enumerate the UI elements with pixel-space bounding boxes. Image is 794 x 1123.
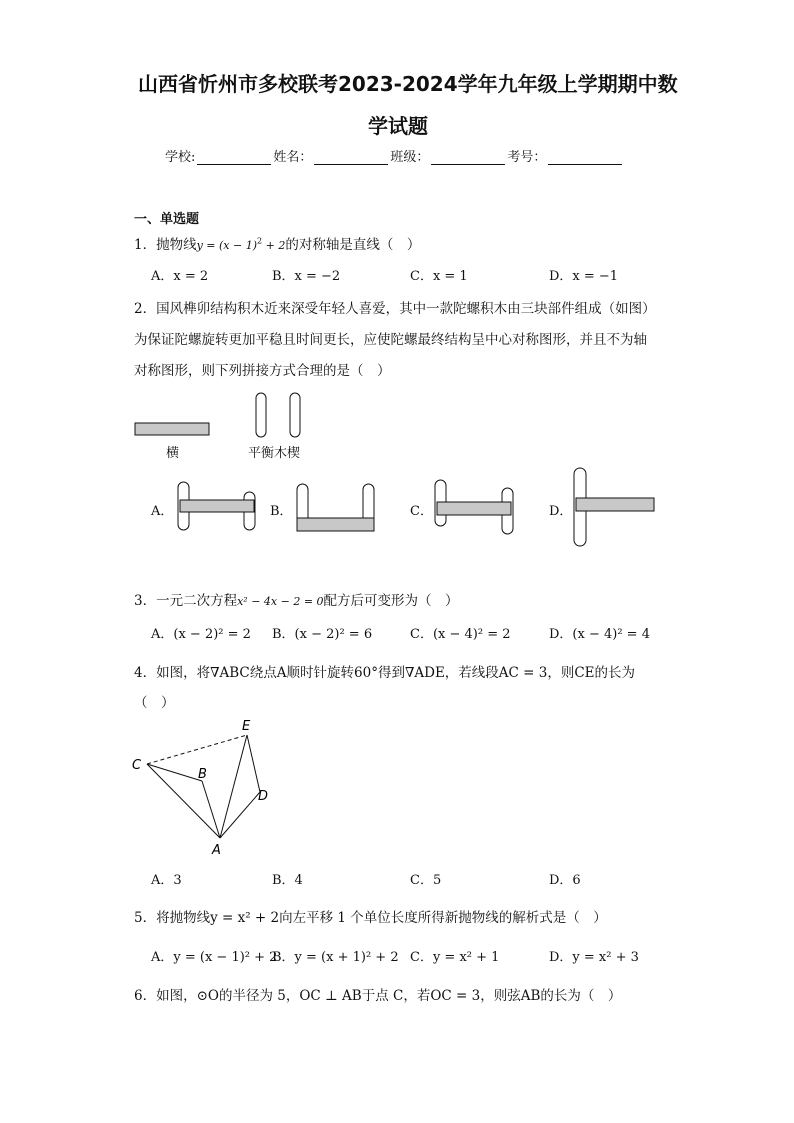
q1-pre: 1．抛物线: [134, 237, 197, 253]
q3-option-d: D．(x − 4)² = 4: [549, 627, 650, 642]
school-label: 学校:: [165, 150, 196, 165]
info-fields: [165, 146, 624, 165]
wedge-right: [290, 393, 300, 437]
b-bar: [297, 518, 374, 531]
q1-option-d: D．x = −1: [549, 269, 619, 284]
q1-sup: 2: [257, 236, 263, 246]
label-e: E: [242, 719, 251, 734]
q1-option-b: B．x = −2: [272, 269, 341, 284]
q1-post: 的对称轴是直线（ ）: [285, 237, 421, 253]
q3-option-c: C．(x − 4)² = 2: [410, 627, 511, 642]
wedge-left: [256, 393, 266, 437]
page-title-line1: 山西省忻州市多校联考2023-2024学年九年级上学期期中数: [138, 72, 678, 96]
name-blank: [314, 150, 388, 165]
name-label: 姓名：: [273, 150, 313, 165]
q1-eq2: + 2: [262, 239, 286, 252]
label-heng: 横: [166, 446, 180, 461]
label-balance-wedge: 平衡木楔: [248, 446, 301, 461]
ce-dashed-line: [147, 735, 247, 764]
a-bar: [180, 500, 254, 512]
q5-option-d: D．y = x² + 3: [549, 950, 639, 965]
question-1: [134, 233, 420, 253]
q2-option-a-label: A．: [151, 504, 174, 519]
q3-eq: x² − 4x − 2 = 0: [237, 595, 324, 608]
school-blank: [197, 150, 271, 165]
class-blank: [431, 150, 505, 165]
label-d: D: [258, 789, 269, 804]
q5-option-b: B．y = (x + 1)² + 2: [272, 950, 399, 965]
number-label: 考号：: [507, 150, 547, 165]
q2-line2: 为保证陀螺旋转更加平稳且时间更长，应使陀螺最终结构呈中心对称图形，并且不为轴: [134, 332, 647, 348]
q4-option-b: B．4: [272, 873, 303, 888]
label-c: C: [132, 758, 142, 773]
q1-eq: y = (x − 1): [196, 239, 258, 252]
q2-option-a-figure: [172, 478, 264, 536]
q2-option-b-label: B．: [270, 504, 293, 519]
q2-line1: 2．国风榫卯结构积木近来深受年轻人喜爱，其中一款陀螺积木由三块部件组成（如图）: [134, 301, 656, 317]
label-a: A: [212, 843, 221, 858]
q4-option-c: C．5: [410, 873, 442, 888]
q5-option-c: C．y = x² + 1: [410, 950, 500, 965]
heng-bar: [135, 423, 209, 435]
section-heading: 一、单选题: [134, 212, 200, 227]
label-b: B: [198, 767, 207, 782]
ed-line: [247, 735, 260, 792]
page-title-line2: 学试题: [368, 114, 428, 138]
q2-option-d-label: D．: [549, 504, 573, 519]
q2-option-c-label: C．: [410, 504, 433, 519]
c-bar: [437, 502, 511, 515]
q2-option-d-figure: [570, 464, 660, 550]
d-bar: [576, 498, 654, 511]
q2-option-b-figure: [290, 480, 382, 536]
q1-option-c: C．x = 1: [410, 269, 468, 284]
question-5: 5．将抛物线y = x² + 2向左平移 1 个单位长度所得新抛物线的解析式是（ ）: [134, 910, 607, 926]
q4-option-a: A．3: [151, 873, 182, 888]
number-blank: [548, 150, 622, 165]
q3-post: 配方后可变形为（ ）: [323, 593, 459, 609]
q4-triangle-figure: [126, 712, 286, 862]
question-3: [134, 589, 459, 609]
q3-option-b: B．(x − 2)² = 6: [272, 627, 373, 642]
q3-pre: 3．一元二次方程: [134, 593, 238, 609]
q3-option-a: A．(x − 2)² = 2: [151, 627, 251, 642]
q1-option-a: A．x = 2: [151, 269, 209, 284]
class-label: 班级：: [390, 150, 430, 165]
question-6: 6．如图，⊙O的半径为 5，OC ⊥ AB于点 C，若OC = 3，则弦AB的长为（ ）: [134, 988, 622, 1004]
q4-option-d: D．6: [549, 873, 581, 888]
q5-option-a: A．y = (x − 1)² + 2: [151, 950, 278, 965]
q2-line3: 对称图形，则下列拼接方式合理的是（ ）: [134, 363, 391, 379]
q4-line1: 4．如图，将∇ABC绕点A顺时针旋转60°得到∇ADE，若线段AC = 3，则CE的长为: [134, 665, 636, 681]
q2-option-c-figure: [430, 476, 522, 538]
q4-line2: （ ）: [134, 695, 175, 711]
